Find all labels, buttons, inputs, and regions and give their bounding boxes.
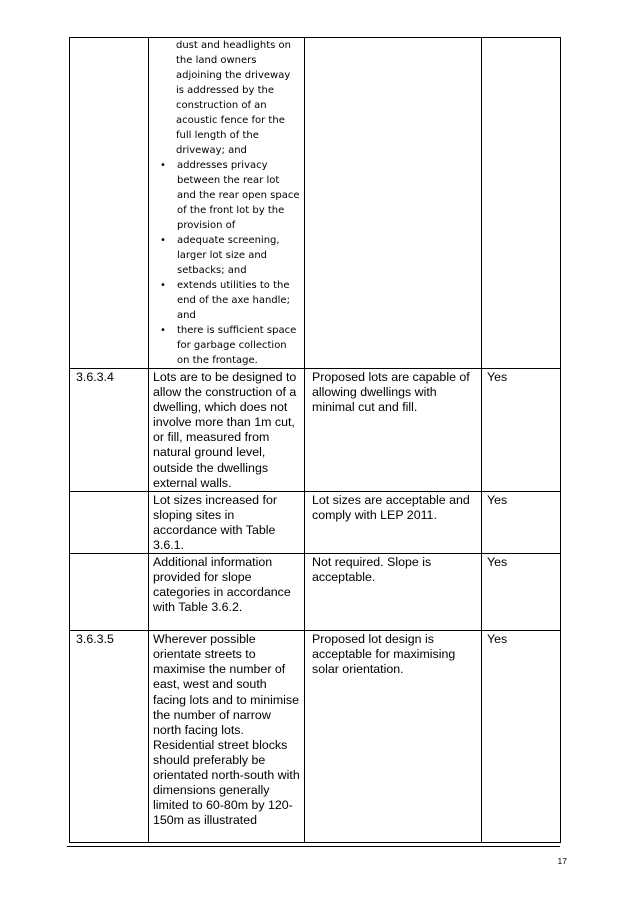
table-row (70, 554, 561, 631)
compliance-cell: Yes (482, 631, 561, 843)
bullet-icon: • (160, 325, 166, 336)
compliance-table (69, 37, 561, 843)
bullet-icon: • (160, 160, 166, 171)
requirement-cell: Lots are to be designed to allow the construction of a dwelling, which does not involve more than 1m cut, or fill, measured from natural ground level, outside the dwellings external walls. (149, 369, 305, 492)
compliance-cell: Yes (482, 554, 561, 631)
list-item: • addresses privacy between the rear lot and the rear open space of the front lot by the provision of (160, 160, 300, 231)
comment-cell: Proposed lot design is acceptable for maximising solar orientation. (305, 631, 482, 843)
ref-cell (70, 491, 149, 553)
table-row (70, 369, 561, 492)
requirement-cell: Wherever possible orientate streets to maximise the number of east, west and south facing lots and to minimise the number of narrow north facing lots. Residential street blocks should preferably be orientated north-south with dimensions generally limited to 60-80m by 120-150m as illustrated (149, 631, 305, 843)
requirement-cell: Lot sizes increased for sloping sites in accordance with Table 3.6.1. (149, 491, 305, 553)
table-row (70, 38, 561, 369)
comment-cell: Proposed lots are capable of allowing dwellings with minimal cut and fill. (305, 369, 482, 492)
ref-cell: 3.6.3.4 (70, 369, 149, 492)
ref-cell (70, 554, 149, 631)
compliance-cell: Yes (482, 369, 561, 492)
list-item: • extends utilities to the end of the axe handle; and (160, 280, 290, 321)
requirement-cell: Additional information provided for slope categories in accordance with Table 3.6.2. (149, 554, 305, 631)
requirement-cell (149, 38, 305, 369)
footer-divider (67, 846, 560, 847)
requirement-bullet-list (153, 38, 300, 368)
ref-cell: 3.6.3.5 (70, 631, 149, 843)
table-row (70, 491, 561, 553)
comment-cell: Not required. Slope is acceptable. (305, 554, 482, 631)
compliance-cell: Yes (482, 491, 561, 553)
list-item: • adequate screening, larger lot size and setbacks; and (160, 235, 280, 276)
page-number: 17 (557, 856, 567, 866)
list-item: • there is sufficient space for garbage collection on the frontage. (160, 325, 297, 366)
table-row (70, 631, 561, 843)
comment-cell (305, 38, 482, 369)
bullet-icon: • (160, 235, 166, 246)
compliance-cell (482, 38, 561, 369)
bullet-icon: • (160, 280, 166, 291)
comment-cell: Lot sizes are acceptable and comply with LEP 2011. (305, 491, 482, 553)
list-item: dust and headlights on the land owners adjoining the driveway is addressed by the construction of an acoustic fence for the full length of the driveway; and (176, 40, 291, 156)
ref-cell (70, 38, 149, 369)
